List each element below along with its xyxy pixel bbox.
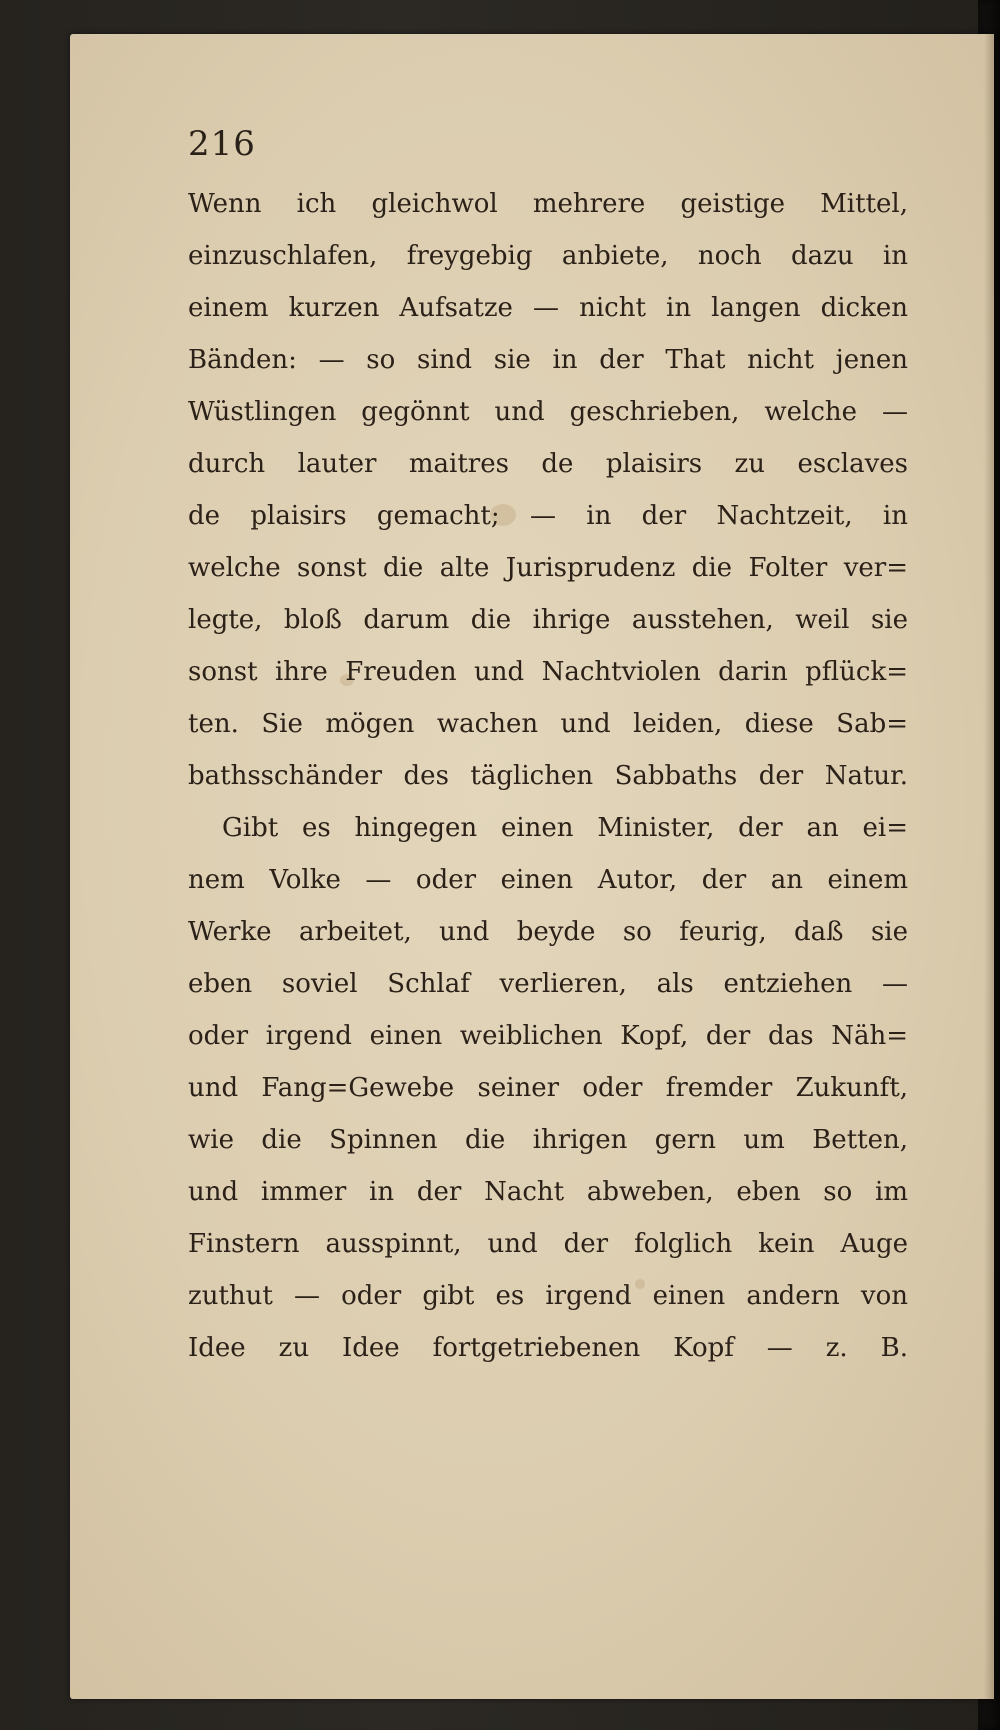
text-line: nem Volke — oder einen Autor, der an einem	[188, 865, 908, 895]
text-line: einzuschlafen, freygebig anbiete, noch dazu in	[188, 241, 908, 271]
text-line: eben soviel Schlaf verlieren, als entziehen —	[188, 969, 908, 999]
text-line: Bänden: — so sind sie in der That nicht jenen	[188, 345, 908, 375]
text-line: de plaisirs gemacht; — in der Nachtzeit, in	[188, 501, 908, 531]
text-line: zuthut — oder gibt es irgend einen andern von	[188, 1281, 908, 1311]
text-line: Idee zu Idee fortgetriebenen Kopf — z. B.	[188, 1333, 908, 1363]
text-line: legte, bloß darum die ihrige ausstehen, weil sie	[188, 605, 908, 635]
text-line: oder irgend einen weiblichen Kopf, der das Näh=	[188, 1021, 908, 1051]
page-edge-shadow	[984, 34, 994, 1699]
body-text	[188, 178, 908, 1374]
text-line: und Fang=Gewebe seiner oder fremder Zukunft,	[188, 1073, 908, 1103]
text-line: wie die Spinnen die ihrigen gern um Betten,	[188, 1125, 908, 1155]
text-line: Wenn ich gleichwol mehrere geistige Mittel,	[188, 189, 908, 219]
text-line: und immer in der Nacht abweben, eben so im	[188, 1177, 908, 1207]
page-number: 216	[188, 124, 256, 164]
text-line: bathsschänder des täglichen Sabbaths der Natur.	[188, 761, 908, 791]
text-line: Werke arbeitet, und beyde so feurig, daß sie	[188, 917, 908, 947]
text-line: sonst ihre Freuden und Nachtviolen darin pflück=	[188, 657, 908, 687]
text-line: Gibt es hingegen einen Minister, der an ei=	[222, 813, 908, 843]
text-line: ten. Sie mögen wachen und leiden, diese Sab=	[188, 709, 908, 739]
text-line: welche sonst die alte Jurisprudenz die Folter ver=	[188, 553, 908, 583]
text-line: Finstern ausspinnt, und der folglich kein Auge	[188, 1229, 908, 1259]
text-line: durch lauter maitres de plaisirs zu esclaves	[188, 449, 908, 479]
text-line: Wüstlingen gegönnt und geschrieben, welche —	[188, 397, 908, 427]
text-line: einem kurzen Aufsatze — nicht in langen dicken	[188, 293, 908, 323]
